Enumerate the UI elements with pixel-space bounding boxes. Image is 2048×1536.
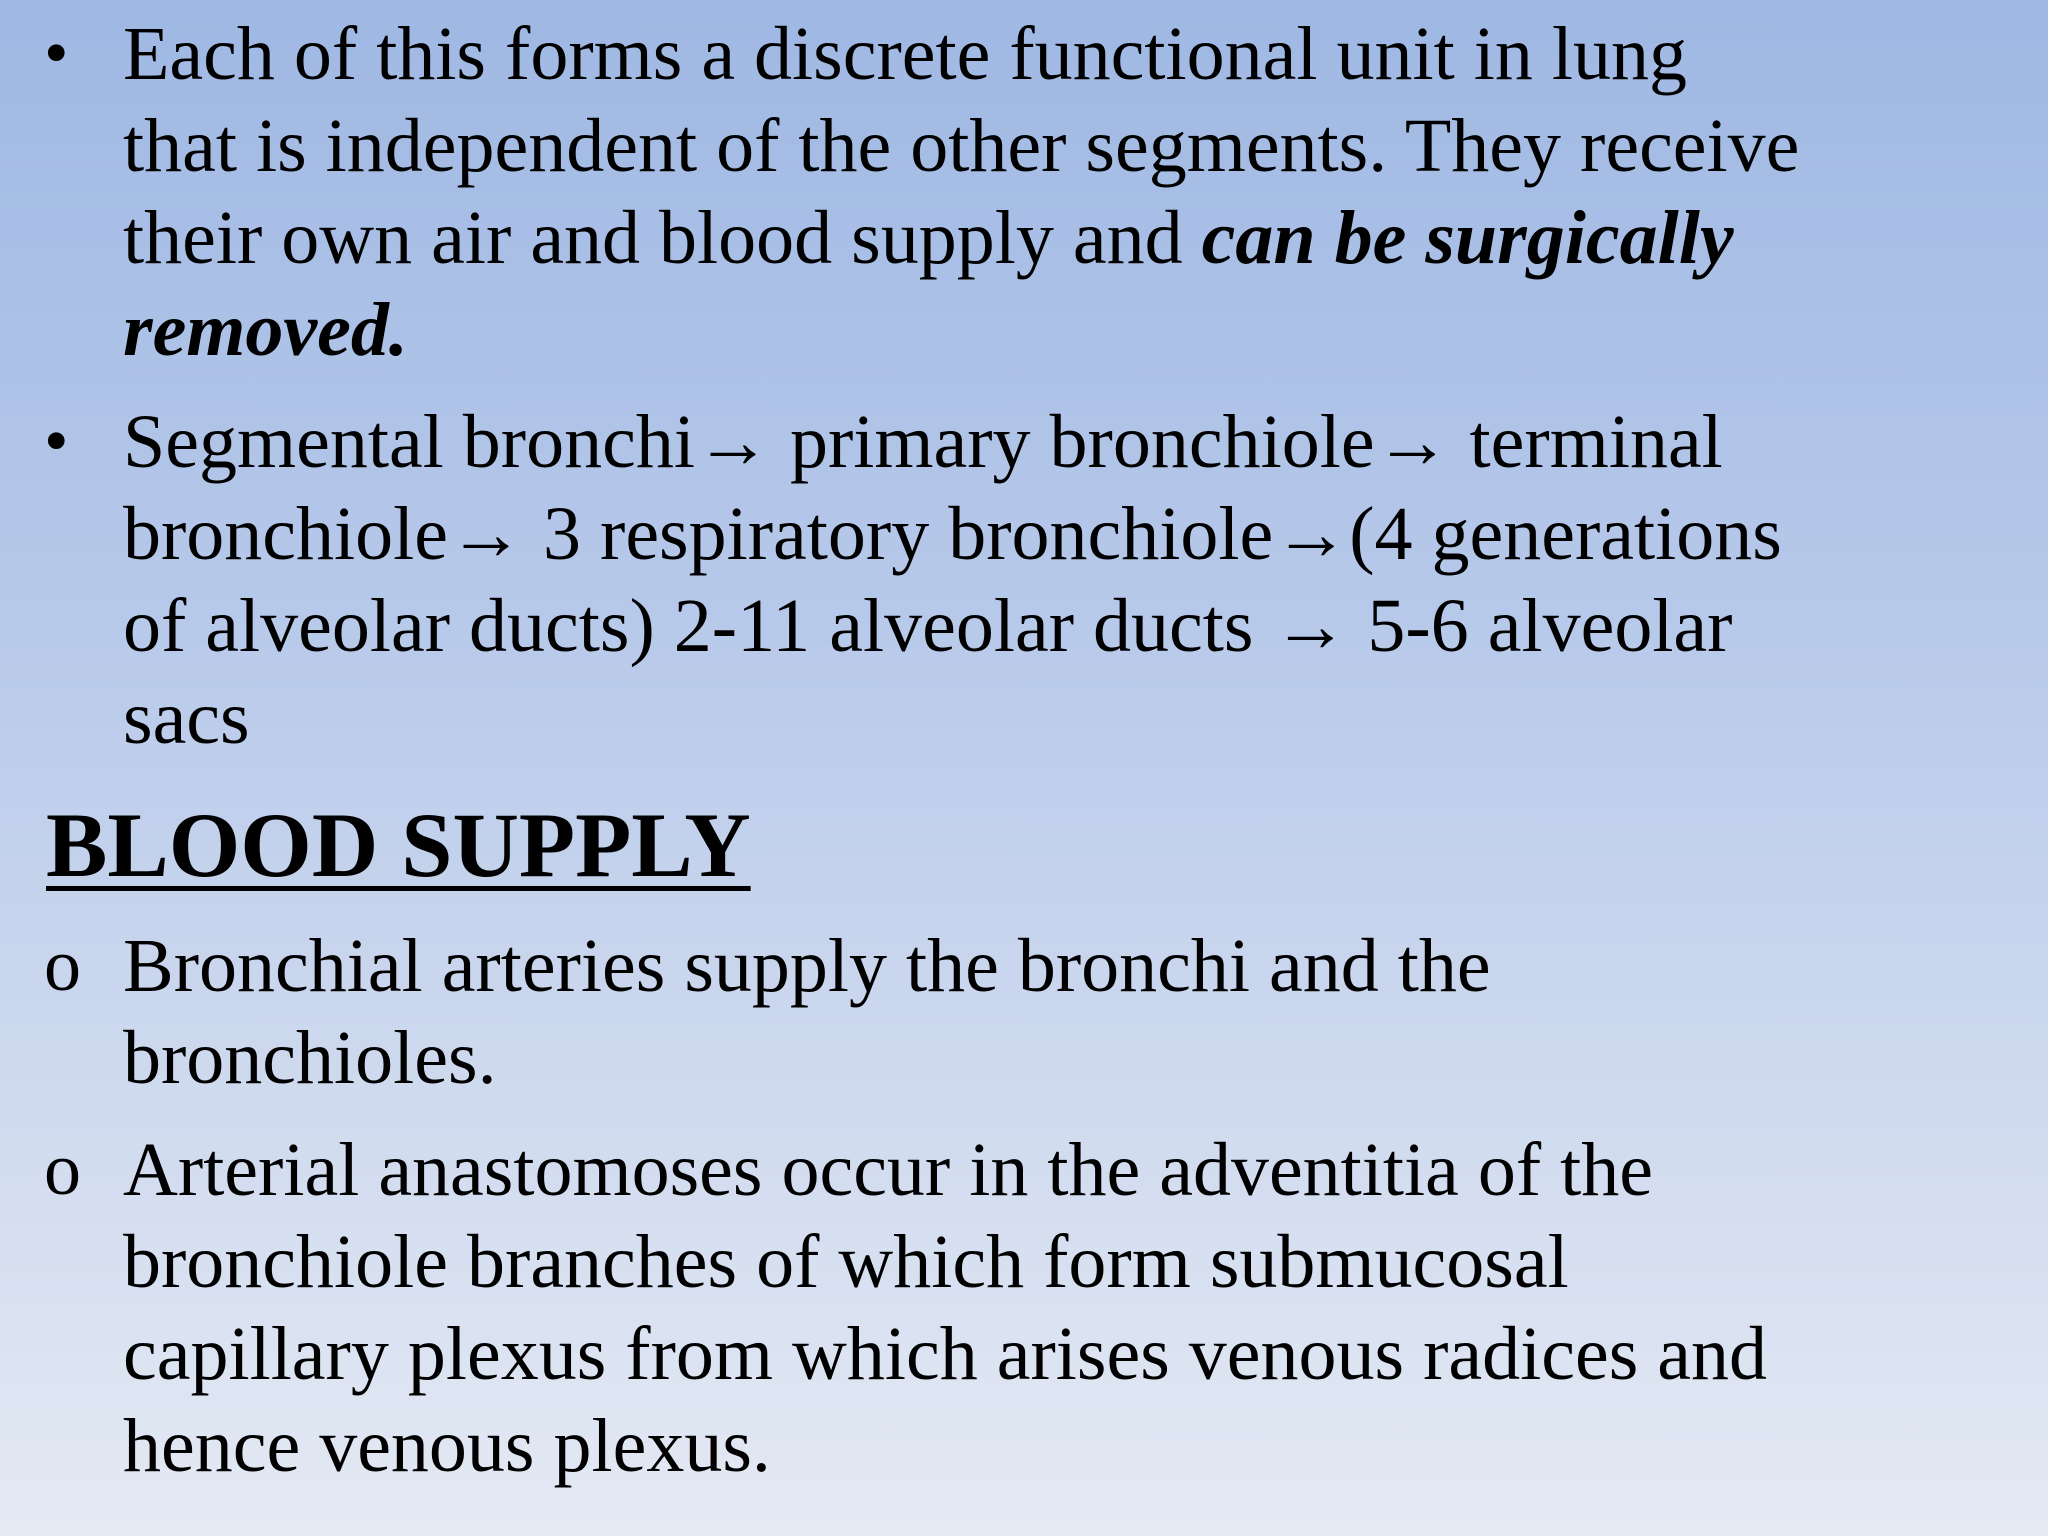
bullet-line: bronchiole branches of which form submucosal — [123, 1220, 1569, 1304]
sub-bullet-marker: o — [44, 925, 81, 1007]
bullet-line: of alveolar ducts) 2-11 alveolar ducts → 5-6 alveolar — [123, 584, 1733, 668]
bullet-line: sacs — [123, 676, 250, 760]
bullet-text: their own air and blood supply and — [123, 196, 1202, 280]
bullet-line: bronchiole→ 3 respiratory bronchiole→(4 generations — [123, 492, 1782, 576]
bullet-line: that is independent of the other segments. They receive — [123, 104, 1800, 188]
section-heading: BLOOD SUPPLY — [46, 794, 751, 896]
bullet-line: Arterial anastomoses occur in the adventitia of the — [123, 1128, 1654, 1212]
bullet-line: Bronchial arteries supply the bronchi and the — [123, 924, 1491, 1008]
bullet-line: bronchioles. — [123, 1016, 497, 1100]
emphasis-text: removed. — [123, 288, 408, 372]
bullet-line — [123, 192, 1734, 284]
bullet-line: capillary plexus from which arises venous radices and — [123, 1312, 1768, 1396]
bullet-line: hence venous plexus. — [123, 1404, 771, 1488]
sub-bullet-marker: o — [44, 1129, 81, 1211]
bullet-line: Each of this forms a discrete functional unit in lung — [123, 12, 1687, 96]
bullet-line: Segmental bronchi→ primary bronchiole→ terminal — [123, 400, 1723, 484]
bullet-marker: • — [44, 15, 69, 92]
bullet-marker: • — [44, 403, 69, 480]
emphasis-text: can be surgically — [1201, 196, 1734, 280]
